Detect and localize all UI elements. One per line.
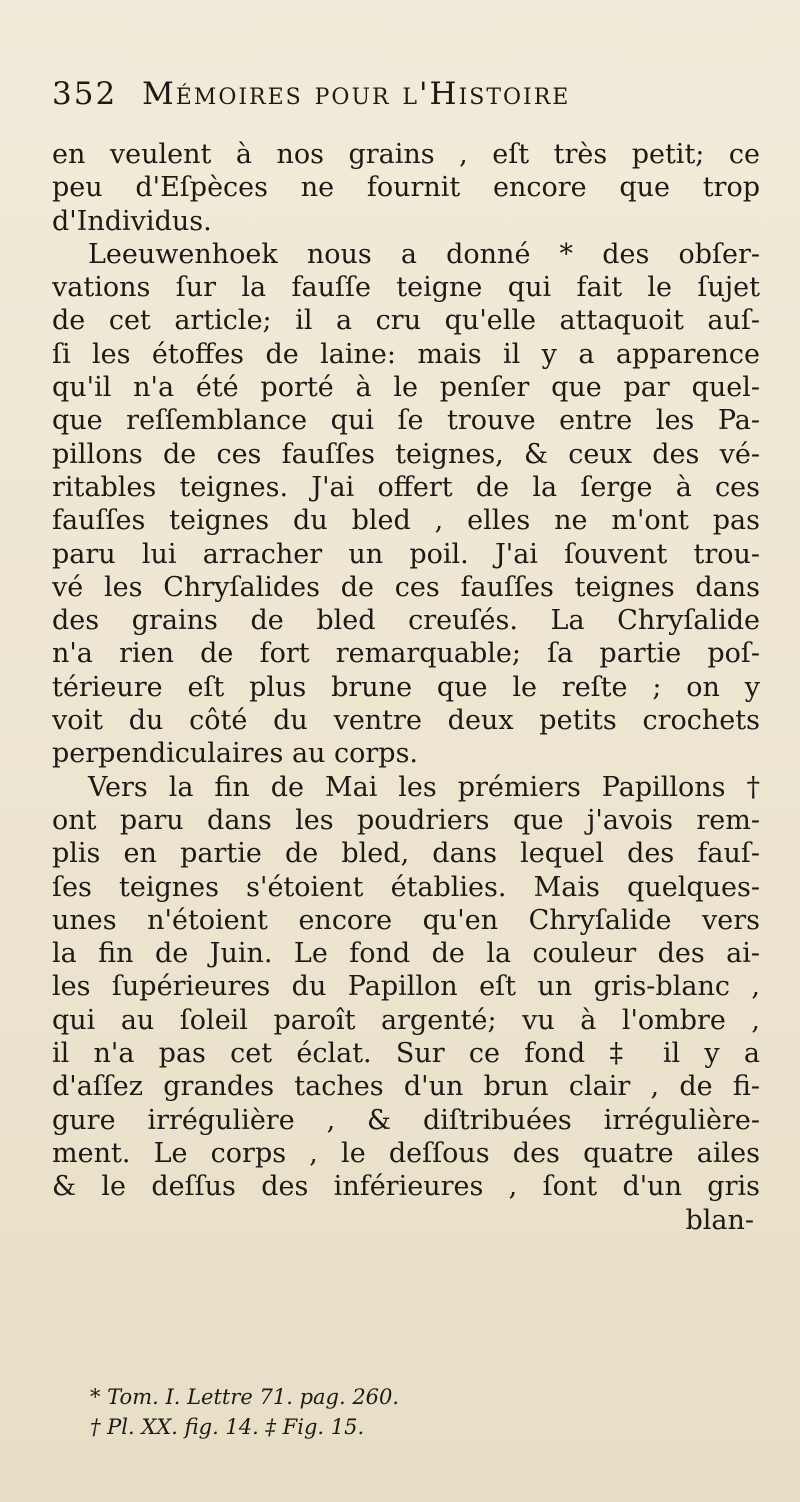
footnotes <box>90 1382 690 1442</box>
text-line: vations ſur la fauſſe teigne qui fait le ſujet <box>52 272 760 304</box>
text-line: ment. Le corps , le deſſous des quatre ailes <box>52 1137 760 1169</box>
text-line: peu d'Eſpèces ne fournit encore que trop <box>52 172 760 204</box>
text-line: il n'a pas cet éclat. Sur ce fond ‡ il y a <box>52 1038 760 1070</box>
text-line: fauſſes teignes du bled , elles ne m'ont pas <box>52 505 760 537</box>
text-line: ſi les étoffes de laine: mais il y a apparence <box>52 338 760 370</box>
catchword: blan- <box>685 1204 754 1236</box>
page-header <box>52 76 762 122</box>
text-line: les ſupérieures du Papillon eſt un gris-blanc , <box>52 971 760 1003</box>
text-line: & le deſſus des inférieures , ſont d'un gris <box>52 1171 760 1203</box>
text-line: ont paru dans les poudriers que j'avois rem- <box>52 804 760 836</box>
text-line: que reſſemblance qui ſe trouve entre les Pa- <box>52 405 760 437</box>
footnote: * Tom. I. Lettre 71. pag. 260. <box>90 1385 400 1409</box>
text-line: n'a rien de fort remarquable; ſa partie poſ- <box>52 638 760 670</box>
text-line: des grains de bled creuſés. La Chryſalide <box>52 605 760 637</box>
text-line: ritables teignes. J'ai offert de la ſerge à ces <box>52 471 760 503</box>
text-line: de cet article; il a cru qu'elle attaquoit auſ- <box>52 305 760 337</box>
text-line: pillons de ces fauſſes teignes, & ceux des vé- <box>52 438 760 470</box>
text-line: paru lui arracher un poil. J'ai ſouvent trou- <box>52 538 760 570</box>
text-line: unes n'étoient encore qu'en Chryſalide vers <box>52 904 760 936</box>
text-line: gure irrégulière , & diſtribuées irrégulière- <box>52 1104 760 1136</box>
text-line: qu'il n'a été porté à le penſer que par quel- <box>52 372 760 404</box>
text-line: qui au ſoleil paroît argenté; vu à l'ombre , <box>52 1004 760 1036</box>
page-number: 352 <box>52 76 118 112</box>
text-line: térieure eſt plus brune que le reſte ; on y <box>52 671 760 703</box>
text-line: d'Individus. <box>52 205 212 237</box>
text-line: Vers la fin de Mai les prémiers Papillons † <box>88 771 760 803</box>
text-line: voit du côté du ventre deux petits crochets <box>52 705 760 737</box>
text-line: plis en partie de bled, dans lequel des fauſ- <box>52 838 760 870</box>
text-line: Leeuwenhoek nous a donné * des obſer- <box>88 238 760 270</box>
text-line: la fin de Juin. Le fond de la couleur des ai- <box>52 938 760 970</box>
text-line: ſes teignes s'étoient établies. Mais quelques- <box>52 871 760 903</box>
text-line: vé les Chryſalides de ces fauſſes teignes dans <box>52 571 760 603</box>
text-line: en veulent à nos grains , eſt très petit; ce <box>52 139 760 170</box>
text-line: perpendiculaires au corps. <box>52 738 419 770</box>
running-title: Mémoires pour l'Histoire <box>142 76 571 112</box>
body-text <box>52 138 760 1237</box>
footnote: † Pl. XX. fig. 14. ‡ Fig. 15. <box>90 1415 365 1439</box>
text-line: d'aſſez grandes taches d'un brun clair , de fi- <box>52 1071 760 1103</box>
